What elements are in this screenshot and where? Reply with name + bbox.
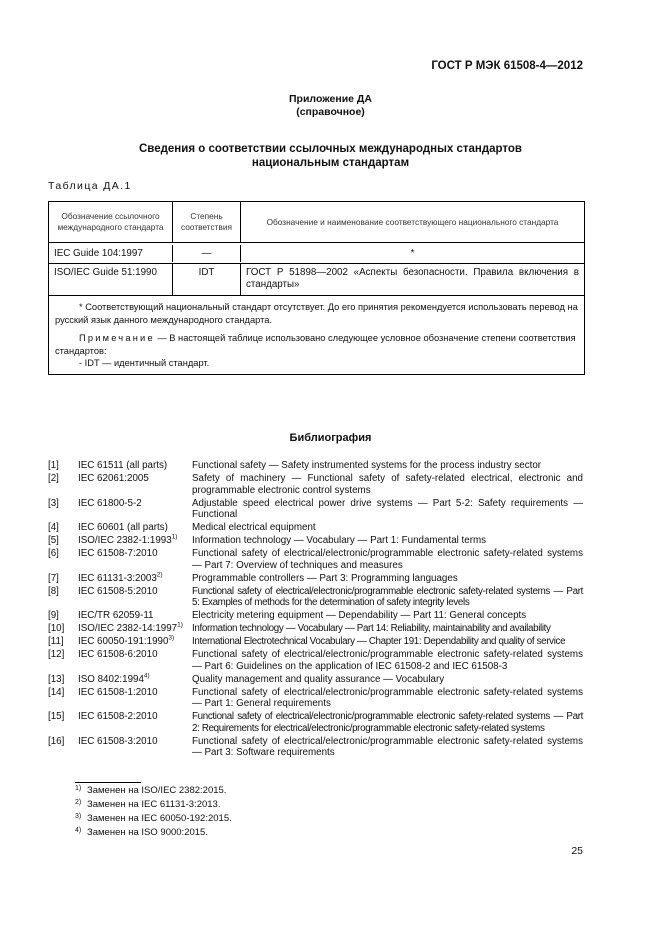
- cell-national: ГОСТ Р 51898—2002 «Аспекты безопасности. Правила включения в стандарты»: [246, 267, 579, 290]
- footnote-ref: 4): [143, 672, 150, 680]
- footnote-text: Заменен на IEC 61131-3:2013.: [87, 799, 221, 810]
- bibliography-list: [48, 460, 583, 760]
- footnote-ref: 1): [171, 533, 178, 541]
- bib-number: [12]: [48, 649, 65, 660]
- bib-code: IEC 61508-3:2010: [78, 735, 158, 747]
- bib-description: Programmable controllers — Part 3: Programming languages: [192, 572, 458, 584]
- bib-description: Safety of machinery — Functional safety of safety-related electrical, electronic and programmable electronic control systems: [192, 473, 583, 496]
- list-item: [48, 573, 583, 585]
- list-item: [48, 498, 583, 521]
- bib-code: [78, 636, 192, 648]
- table-notes: [49, 296, 584, 374]
- footnote: [75, 827, 208, 838]
- bibliography-title: Библиография: [289, 432, 372, 444]
- footnote: [75, 813, 232, 824]
- bib-number: [15]: [48, 711, 65, 722]
- bib-code: IEC 62061:2005: [78, 473, 149, 484]
- bib-code: [78, 623, 192, 635]
- footnote: [75, 799, 220, 810]
- table-note: [55, 332, 578, 357]
- footnote-ref: 2): [156, 571, 163, 579]
- list-item: [48, 460, 583, 472]
- bib-number: [16]: [48, 735, 65, 747]
- document-header: ГОСТ Р МЭК 61508-4—2012: [431, 60, 583, 72]
- cell-degree: IDT: [173, 264, 241, 295]
- bib-code: IEC 60601 (all parts): [78, 522, 168, 533]
- bib-number: [6]: [48, 548, 59, 559]
- bib-description: Adjustable speed electrical power drive systems — Part 5-2: Safety requirements — Functional: [192, 497, 583, 520]
- footnote-text: Заменен на ISO 9000:2015.: [87, 827, 208, 838]
- cell-ref: ISO/IEC Guide 51:1990: [49, 264, 173, 295]
- list-item: [48, 610, 583, 622]
- bib-code: IEC 61800-5-2: [78, 497, 142, 509]
- footnote-text: Заменен на ISO/IEC 2382:2015.: [87, 785, 227, 796]
- note-text: — В настоящей таблице использовано следующее условное обозначение степени соответствия стандартов:: [55, 333, 576, 356]
- bib-number: [8]: [48, 585, 59, 597]
- bib-code: [78, 535, 192, 547]
- list-item: [48, 473, 583, 496]
- bib-number: [2]: [48, 473, 59, 484]
- bib-number: [1]: [48, 460, 59, 471]
- bib-code: IEC 61508-1:2010: [78, 686, 158, 698]
- bib-number: [13]: [48, 673, 65, 685]
- table-header-row: [49, 202, 584, 243]
- bib-number: [9]: [48, 610, 59, 621]
- list-item: [48, 623, 583, 635]
- list-item: [48, 535, 583, 547]
- bib-code: [78, 573, 192, 585]
- bib-description: Medical electrical equipment: [192, 522, 316, 533]
- annex-type: (справочное): [296, 106, 365, 118]
- table-row: [49, 243, 584, 264]
- bib-code: IEC 61508-6:2010: [78, 649, 158, 660]
- section-title-line1: Сведения о соответствии ссылочных международных стандартов: [138, 143, 522, 155]
- footnote-mark: 2): [75, 799, 82, 806]
- list-item: [48, 674, 583, 686]
- bib-code-text: ISO/IEC 2382-1:1993: [78, 535, 172, 546]
- bib-description: Functional safety of electrical/electronic/programmable electronic safety-related systems — Part 2: Requirements for electrical/electronic/programmable electronic safety-related systems: [192, 711, 583, 734]
- bib-number: [14]: [48, 686, 65, 698]
- bib-number: [10]: [48, 623, 65, 634]
- bib-code: IEC 61508-5:2010: [78, 585, 158, 597]
- footnote-ref: 3): [168, 634, 175, 642]
- table-row: [49, 264, 584, 296]
- bib-code: IEC 61511 (all parts): [78, 460, 168, 471]
- annex-title: Приложение ДА: [289, 93, 372, 105]
- bib-code-text: IEC 60050-191:1990: [78, 636, 169, 647]
- list-item: [48, 586, 583, 609]
- list-item: [48, 636, 583, 648]
- bib-description: Functional safety of electrical/electronic/programmable electronic safety-related systems — Part 3: Software requirements: [192, 735, 583, 758]
- note-item: - IDT — идентичный стандарт.: [79, 358, 210, 368]
- footnote-mark: 3): [75, 813, 82, 820]
- bib-number: [3]: [48, 497, 59, 509]
- bib-code: [78, 674, 192, 686]
- list-item: [48, 736, 583, 759]
- bib-code-text: IEC 61131-3:2003: [78, 572, 157, 584]
- bib-description: Functional safety of electrical/electronic/programmable electronic safety-related systems — Part 7: Overview of techniques and measures: [192, 548, 583, 571]
- bib-number: [11]: [48, 636, 64, 647]
- footnote-mark: 4): [75, 827, 82, 834]
- footnote: [75, 785, 226, 796]
- bib-description: Information technology — Vocabulary — Part 14: Reliability, maintainability and availability: [192, 623, 551, 634]
- list-item: [48, 687, 583, 710]
- table-caption: Таблица ДА.1: [48, 180, 132, 192]
- footnote-text: Заменен на IEC 60050-192:2015.: [87, 813, 232, 824]
- list-item: [48, 711, 583, 734]
- cell-national: *: [410, 247, 415, 259]
- bib-description: Information technology — Vocabulary — Part 1: Fundamental terms: [192, 535, 487, 546]
- note-label: Примечание: [79, 333, 155, 343]
- bib-description: Quality management and quality assurance — Vocabulary: [192, 673, 445, 685]
- table-footnote: * Соответствующий национальный стандарт отсутствует. До его принятия рекомендуется использовать перевод на русский язык данного международного стандарта.: [55, 302, 578, 325]
- bib-code-text: ISO 8402:1994: [78, 673, 144, 685]
- bib-description: Electricity metering equipment — Dependability — Part 11: General concepts: [192, 610, 527, 621]
- header-ref-standard: Обозначение ссылочного международного стандарта: [49, 202, 173, 242]
- list-item: [48, 548, 583, 571]
- section-title-line2: национальным стандартам: [251, 157, 410, 169]
- bib-description: International Electrotechnical Vocabulary — Chapter 191: Dependability and quality of service: [192, 636, 566, 647]
- list-item: [48, 522, 583, 534]
- bib-code-text: ISO/IEC 2382-14:1997: [78, 623, 178, 634]
- header-national-standard: Обозначение и наименование соответствующего национального стандарта: [266, 216, 559, 227]
- correspondence-table: [48, 201, 585, 375]
- bib-code: IEC 61508-7:2010: [78, 548, 158, 559]
- page-number: 25: [571, 845, 583, 857]
- bib-number: [5]: [48, 535, 59, 546]
- bib-description: Functional safety of electrical/electronic/programmable electronic safety-related systems — Part 6: Guidelines on the application of IEC 61508-2 and IEC 61508-3: [192, 649, 583, 672]
- bib-code: IEC 61508-2:2010: [78, 711, 158, 722]
- cell-degree: —: [173, 245, 241, 262]
- bib-description: Functional safety — Safety instrumented systems for the process industry sector: [192, 460, 542, 471]
- bib-description: Functional safety of electrical/electronic/programmable electronic safety-related systems — Part 1: General requirements: [192, 686, 583, 709]
- footnote-separator: [75, 782, 141, 783]
- header-degree: Степень соответствия: [173, 202, 241, 242]
- bib-number: [7]: [48, 572, 59, 584]
- bib-number: [4]: [48, 522, 59, 533]
- cell-ref: IEC Guide 104:1997: [49, 245, 173, 262]
- footnote-mark: 1): [75, 785, 82, 792]
- footnote-ref: 1): [177, 621, 183, 629]
- list-item: [48, 649, 583, 672]
- bib-code: IEC/TR 62059-11: [78, 610, 154, 621]
- bib-description: Functional safety of electrical/electronic/programmable electronic safety-related systems — Part 5: Examples of methods for the determination of safety integrity levels: [192, 585, 583, 608]
